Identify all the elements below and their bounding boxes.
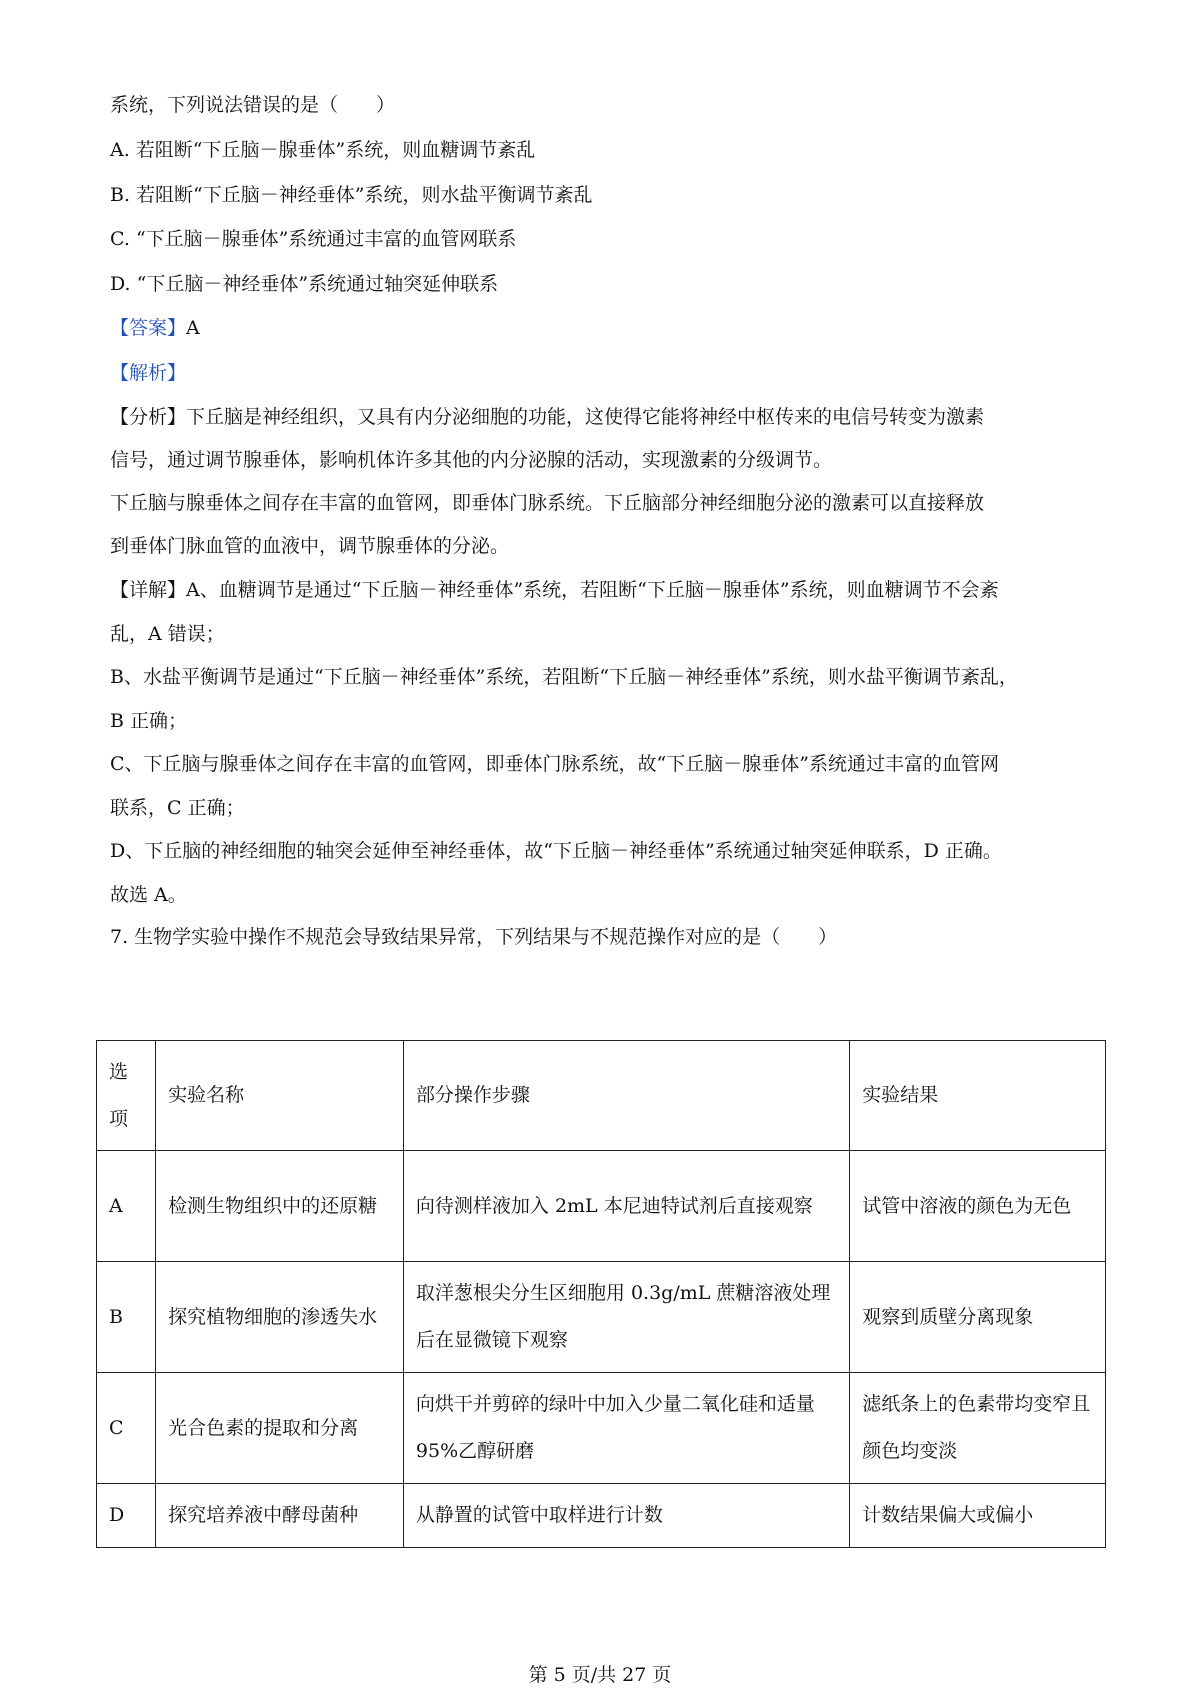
header-steps: 部分操作步骤 — [403, 1041, 849, 1151]
detail-line-3: B、水盐平衡调节是通过“下丘脑－神经垂体”系统，若阻断“下丘脑－神经垂体”系统，则水盐平衡调节紊乱， — [110, 666, 1018, 688]
answer-label: 【答案】 — [110, 317, 187, 339]
row-b-name: 探究植物细胞的渗透失水 — [156, 1262, 404, 1373]
q7-stem: 7. 生物学实验中操作不规范会导致结果异常，下列结果与不规范操作对应的是（ ） — [110, 926, 838, 948]
row-b-steps: 取洋葱根尖分生区细胞用 0.3g/mL 蔗糖溶液处理后在显微镜下观察 — [403, 1262, 849, 1373]
fenxi-text-1: 下丘脑是神经组织，又具有内分泌细胞的功能，这使得它能将神经中枢传来的电信号转变为激素 — [186, 406, 985, 428]
detail-line-1 — [110, 577, 999, 603]
detail-line-7: D、下丘脑的神经细胞的轴突会延伸至神经垂体，故“下丘脑－神经垂体”系统通过轴突延伸联系，D 正确。 — [110, 840, 1002, 862]
fenxi-line-4: 到垂体门脉血管的血液中，调节腺垂体的分泌。 — [110, 535, 510, 557]
detail-line-4: B 正确； — [110, 710, 188, 732]
table-row — [97, 1373, 1106, 1484]
fenxi-line-3: 下丘脑与腺垂体之间存在丰富的血管网，即垂体门脉系统。下丘脑部分神经细胞分泌的激素可以直接释放 — [110, 492, 985, 514]
analysis-heading — [110, 360, 186, 386]
row-a-option: A — [97, 1151, 156, 1262]
row-d-name: 探究培养液中酵母菌种 — [156, 1484, 404, 1548]
row-a-name: 检测生物组织中的还原糖 — [156, 1151, 404, 1262]
detail-line-5: C、下丘脑与腺垂体之间存在丰富的血管网，即垂体门脉系统，故“下丘脑－腺垂体”系统通过丰富的血管网 — [110, 753, 999, 775]
table-row — [97, 1484, 1106, 1548]
table-row — [97, 1262, 1106, 1373]
row-c-option: C — [97, 1373, 156, 1484]
row-d-result: 计数结果偏大或偏小 — [850, 1484, 1106, 1548]
detail-line-8: 故选 A。 — [110, 884, 187, 906]
row-d-option: D — [97, 1484, 156, 1548]
header-name: 实验名称 — [156, 1041, 404, 1151]
table-row — [97, 1151, 1106, 1262]
answer-line — [110, 315, 200, 341]
q6-stem-tail: 系统，下列说法错误的是（ ） — [110, 94, 396, 116]
answer-value: A — [186, 317, 200, 339]
detail-line-6: 联系，C 正确； — [110, 797, 245, 819]
q6-option-d: D. “下丘脑－神经垂体”系统通过轴突延伸联系 — [110, 273, 499, 295]
table-header-row — [97, 1041, 1106, 1151]
row-c-name: 光合色素的提取和分离 — [156, 1373, 404, 1484]
fenxi-line-1 — [110, 404, 984, 430]
row-b-result: 观察到质壁分离现象 — [850, 1262, 1106, 1373]
row-b-option: B — [97, 1262, 156, 1373]
detail-text-1: A、血糖调节是通过“下丘脑－神经垂体”系统，若阻断“下丘脑－腺垂体”系统，则血糖调节不会紊 — [186, 579, 999, 601]
header-option: 选项 — [97, 1041, 156, 1151]
fenxi-line-2: 信号，通过调节腺垂体，影响机体许多其他的内分泌腺的活动，实现激素的分级调节。 — [110, 449, 833, 471]
detail-line-2: 乱，A 错误； — [110, 623, 225, 645]
q6-option-c: C. “下丘脑－腺垂体”系统通过丰富的血管网联系 — [110, 228, 517, 250]
row-c-result: 滤纸条上的色素带均变窄且颜色均变淡 — [850, 1373, 1106, 1484]
row-a-steps: 向待测样液加入 2mL 本尼迪特试剂后直接观察 — [403, 1151, 849, 1262]
row-a-result: 试管中溶液的颜色为无色 — [850, 1151, 1106, 1262]
q6-option-b: B. 若阻断“下丘脑－神经垂体”系统，则水盐平衡调节紊乱 — [110, 184, 593, 206]
analysis-label: 【解析】 — [110, 362, 187, 384]
q6-option-a: A. 若阻断“下丘脑－腺垂体”系统，则血糖调节紊乱 — [110, 139, 536, 161]
detail-label: 【详解】 — [110, 579, 187, 601]
fenxi-label: 【分析】 — [110, 406, 187, 428]
row-c-steps: 向烘干并剪碎的绿叶中加入少量二氧化硅和适量 95%乙醇研磨 — [403, 1373, 849, 1484]
experiment-table — [96, 1040, 1106, 1548]
header-result: 实验结果 — [850, 1041, 1106, 1151]
page-footer: 第 5 页/共 27 页 — [528, 1664, 672, 1686]
row-d-steps: 从静置的试管中取样进行计数 — [403, 1484, 849, 1548]
